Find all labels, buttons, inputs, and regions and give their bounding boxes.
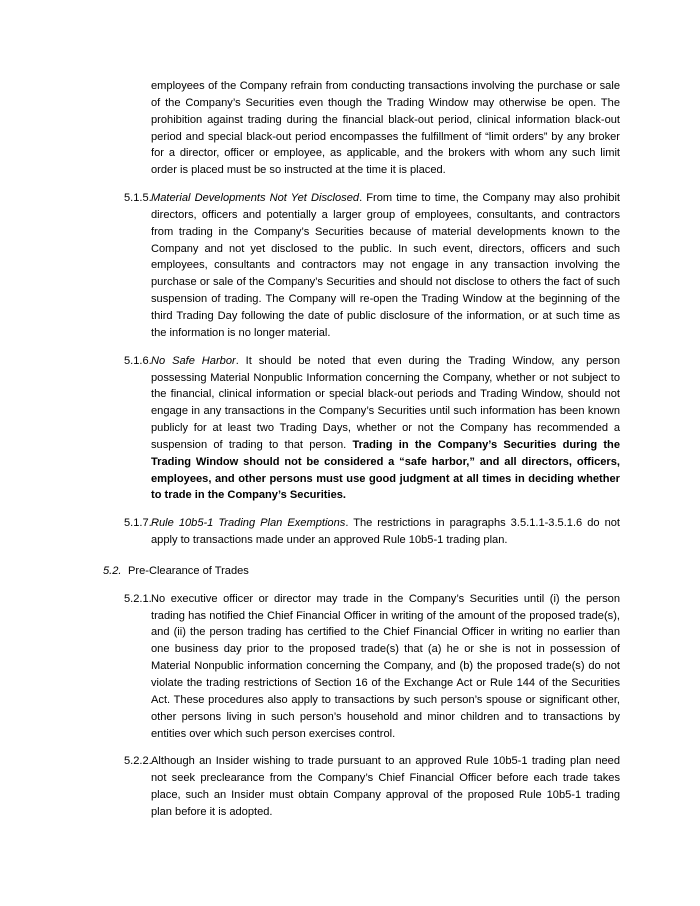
subheading-title-5-2: Pre-Clearance of Trades [128,564,249,577]
section-number-5-1-6: 5.1.6. [124,354,152,367]
section-5-1-6 [0,353,700,505]
section-number-5-2-1: 5.2.1. [124,592,152,605]
section-5-2-1 [0,591,700,743]
section-body-5-1-6: . It should be noted that even during the Trading Window, any person possessing Material Nonpublic Information concerning the Company, whether or not subject to the financial, clinical information or special black-out periods and Trading Window, should not engage in any transactions in the Company’s Securities until such information has been known publicly for at least two Trading Days, whether or not the Company has recommended a suspension of trading to that person. [151,354,620,451]
section-body-5-1-7: . The restrictions in paragraphs 3.5.1.1-3.5.1.6 do not apply to transactions made under an approved Rule 10b5-1 trading plan. [151,517,620,547]
subheading-5-2 [0,563,700,580]
continuation-paragraph-text: employees of the Company refrain from conducting transactions involving the purchase or sale of the Company’s Securities even though the Trading Window may otherwise be open. The prohibition against trading during the financial black-out period, clinical information black-out period and special black-out period encompasses the fulfillment of “limit orders” by any broker for a director, officer or employee, as applicable, and the brokers with whom any such limit order is placed must be so instructed at the time it is placed. [151,80,620,177]
section-5-2-2 [0,753,700,820]
continuation-paragraph [0,78,700,179]
page-content [0,78,700,821]
section-runin-heading-5-1-6: No Safe Harbor [151,354,236,367]
section-5-1-7 [0,515,700,549]
section-body-5-2-2: Although an Insider wishing to trade pursuant to an approved Rule 10b5-1 trading plan need not seek preclearance from the Company’s Chief Financial Officer before each trade takes place, such an Insider must obtain Company approval of the proposed Rule 10b5-1 trading plan before it is adopted. [151,755,620,818]
section-emphasis-5-1-6: Trading in the Company’s Securities during the Trading Window should not be considered a “safe harbor,” and all directors, officers, employees, and other persons must use good judgment at all times in deciding whether to trade in the Company’s Securities. [151,438,620,502]
section-number-5-1-7: 5.1.7. [124,517,152,530]
section-body-5-1-5: . From time to time, the Company may also prohibit directors, officers and potentially a larger group of employees, consultants, and contractors from trading in the Company’s Securities because of material developments known to the Company and not yet disclosed to the public. In such event, directors, officers and such employees, consultants and contractors may not engage in any transaction involving the purchase or sale of the Company’s Securities and should not disclose to others the fact of such suspension of trading. The Company will re-open the Trading Window at the beginning of the third Trading Day following the date of public disclosure of the information, or at such time as the information is no longer material. [151,192,620,339]
subheading-number-5-2: 5.2. [103,564,122,577]
section-runin-heading-5-1-7: Rule 10b5-1 Trading Plan Exemptions [151,517,346,530]
section-number-5-2-2: 5.2.2. [124,755,152,768]
section-runin-heading-5-1-5: Material Developments Not Yet Disclosed [151,192,360,205]
section-5-1-5 [0,190,700,342]
section-number-5-1-5: 5.1.5. [124,192,152,205]
section-body-5-2-1: No executive officer or director may trade in the Company’s Securities until (i) the person trading has notified the Chief Financial Officer in writing of the amount of the proposed trade(s), and (ii) the person trading has certified to the Chief Financial Officer in writing no earlier than one business day prior to the proposed trade(s) that (a) he or she is not in possession of Material Nonpublic information concerning the Company, and (b) the proposed trade(s) do not violate the trading restrictions of Section 16 of the Exchange Act or Rule 144 of the Securities Act. These procedures also apply to transactions by such person’s spouse or significant other, other persons living in such person’s household and minor children and to transactions by entities over which such person exercises control. [151,592,620,740]
